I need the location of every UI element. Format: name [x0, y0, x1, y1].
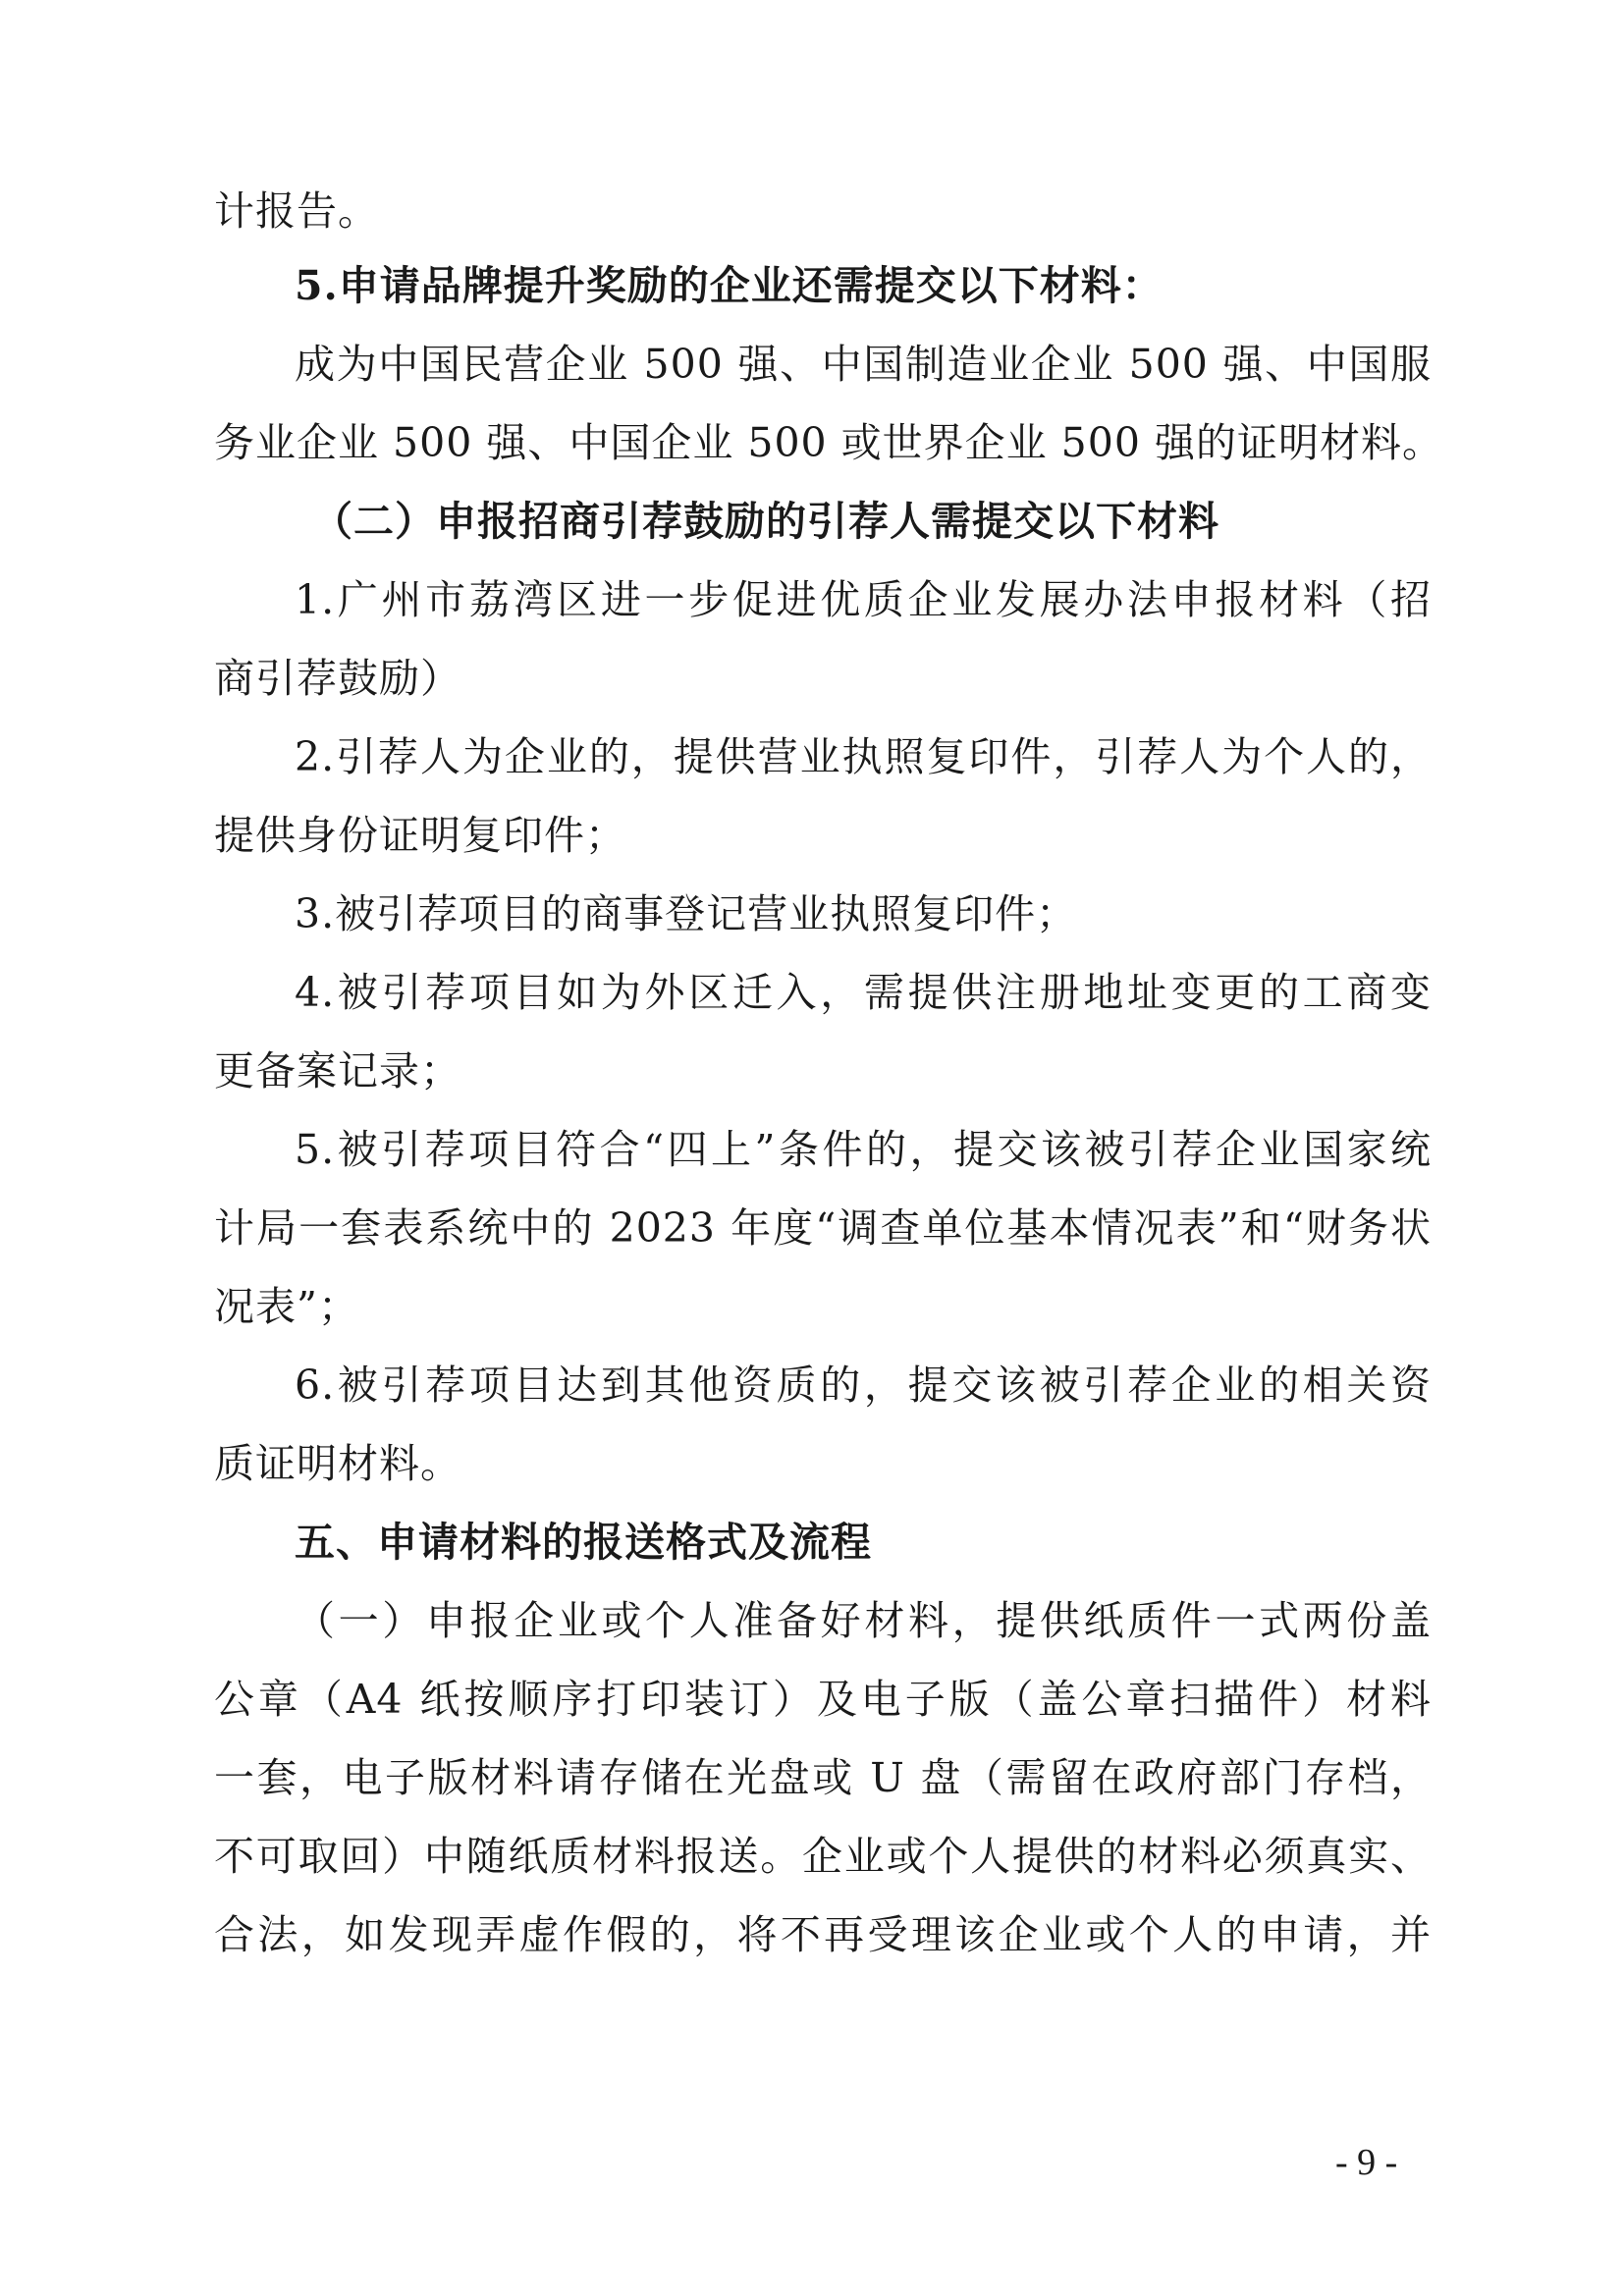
paragraph-line: 况表”； — [214, 1283, 359, 1330]
subsection-heading: （二）申报招商引荐鼓励的引荐人需提交以下材料 — [312, 498, 1219, 545]
paragraph-line: 5.被引荐项目符合“四上”条件的，提交该被引荐企业国家统 — [295, 1126, 1432, 1173]
paragraph-line: 1.广州市荔湾区进一步促进优质企业发展办法申报材料（招 — [295, 576, 1432, 623]
paragraph-line: （一）申报企业或个人准备好材料，提供纸质件一式两份盖 — [295, 1597, 1432, 1644]
paragraph-line: 3.被引荐项目的商事登记营业执照复印件； — [295, 890, 1078, 937]
paragraph-line: 质证明材料。 — [214, 1440, 461, 1487]
paragraph-line: 一套，电子版材料请存储在光盘或 U 盘（需留在政府部门存档， — [214, 1754, 1432, 1801]
page-number: - 9 - — [1335, 2142, 1398, 2183]
paragraph-line: 计局一套表系统中的 2023 年度“调查单位基本情况表”和“财务状 — [214, 1204, 1432, 1252]
section-item-heading: 5.申请品牌提升奖励的企业还需提交以下材料： — [295, 262, 1164, 309]
paragraph-line: 4.被引荐项目如为外区迁入，需提供注册地址变更的工商变 — [295, 969, 1432, 1016]
paragraph-line: 更备案记录； — [214, 1047, 461, 1095]
paragraph-line: 2.引荐人为企业的，提供营业执照复印件，引荐人为个人的， — [295, 733, 1432, 780]
section-heading: 五、申请材料的报送格式及流程 — [295, 1519, 872, 1566]
paragraph-line: 合法，如发现弄虚作假的，将不再受理该企业或个人的申请，并 — [214, 1911, 1432, 1958]
paragraph-line: 务业企业 500 强、中国企业 500 或世界企业 500 强的证明材料。 — [214, 419, 1443, 466]
paragraph-line: 不可取回）中随纸质材料报送。企业或个人提供的材料必须真实、 — [214, 1833, 1432, 1880]
paragraph-line: 成为中国民营企业 500 强、中国制造业企业 500 强、中国服 — [295, 341, 1432, 388]
paragraph-line: 计报告。 — [214, 187, 379, 235]
paragraph-line: 商引荐鼓励） — [214, 655, 461, 702]
paragraph-line: 6.被引荐项目达到其他资质的，提交该被引荐企业的相关资 — [295, 1362, 1432, 1409]
paragraph-line: 提供身份证明复印件； — [214, 812, 626, 859]
paragraph-line: 公章（A4 纸按顺序打印装订）及电子版（盖公章扫描件）材料 — [214, 1676, 1432, 1723]
